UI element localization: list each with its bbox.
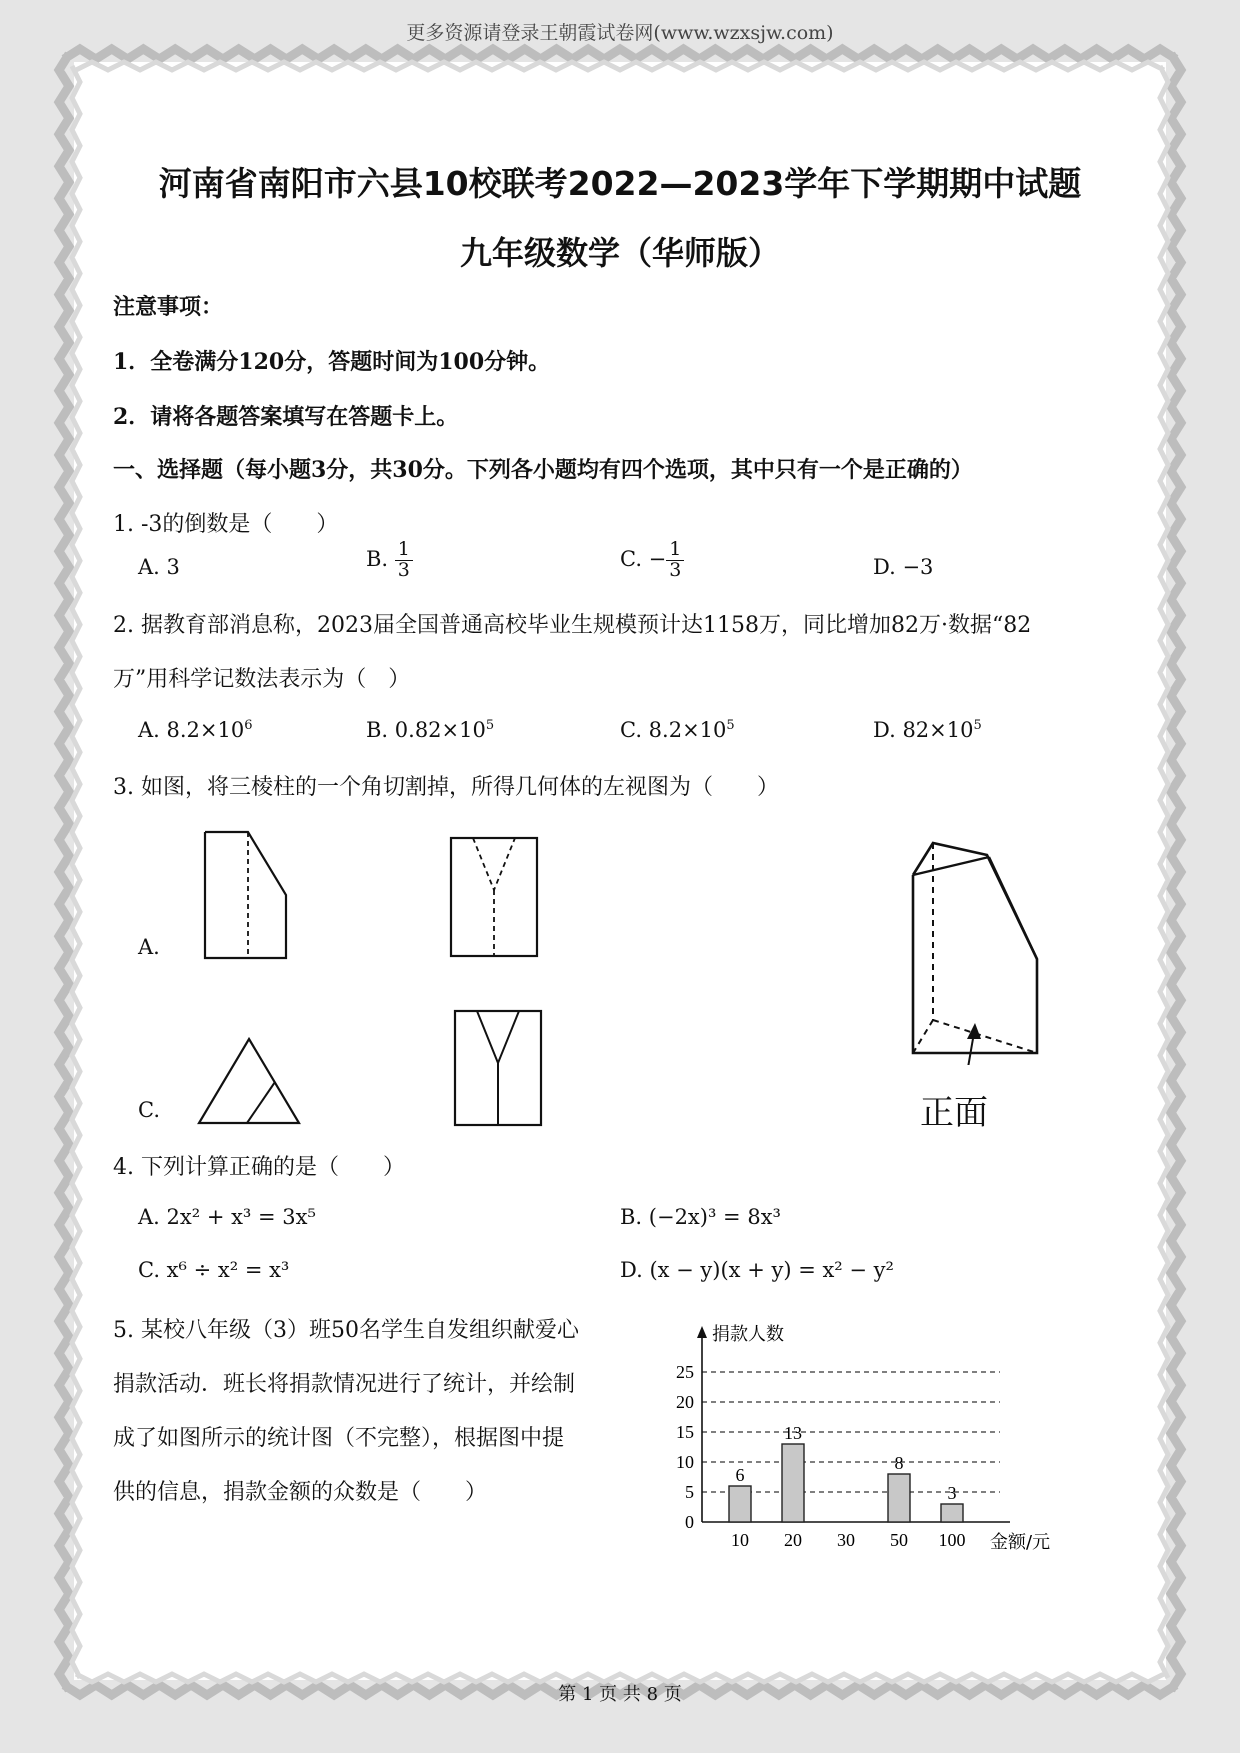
q4-option-d: D. (x − y)(x + y) = x² − y² xyxy=(620,1258,894,1282)
bar-value-label: 13 xyxy=(784,1423,802,1443)
x-tick-label: 100 xyxy=(938,1530,966,1550)
y-tick-label: 25 xyxy=(676,1362,694,1382)
bar xyxy=(729,1486,751,1522)
x-tick-label: 20 xyxy=(784,1530,802,1550)
x-axis-label: 金额/元 xyxy=(990,1532,1051,1553)
page-footer: 第 1 页 共 8 页 xyxy=(558,1684,682,1705)
q3-option-d-figure xyxy=(452,1008,544,1128)
q2-option-d: D. $82\times 10^5$ xyxy=(873,718,982,742)
q3-option-b-figure xyxy=(448,835,540,959)
q3-stem: 3. 如图，将三棱柱的一个角切割掉，所得几何体的左视图为（ ） xyxy=(113,775,779,800)
bar xyxy=(782,1444,804,1522)
q5-line-3: 成了如图所示的统计图（不完整），根据图中提 xyxy=(113,1426,565,1451)
q2-option-b: B. $0.82\times 10^5$ xyxy=(366,718,495,742)
q4-stem: 4. 下列计算正确的是（ ） xyxy=(113,1155,405,1180)
q2-line-1: 2. 据教育部消息称，2023届全国普通高校毕业生规模预计达1158万，同比增加82万·数据“82 xyxy=(113,613,1032,638)
q1-stem: 1. -3的倒数是（ ） xyxy=(113,512,339,537)
bar xyxy=(941,1504,963,1522)
bar xyxy=(888,1474,910,1522)
y-tick-label: 20 xyxy=(676,1392,694,1412)
q5-line-2: 捐款活动．班长将捐款情况进行了统计，并绘制 xyxy=(113,1372,576,1397)
q1-option-a: A. 3 xyxy=(138,555,180,579)
notice-item-1: 1．全卷满分120分，答题时间为100分钟。 xyxy=(113,349,551,375)
q3-option-c-figure xyxy=(195,1035,303,1127)
y-tick-label: 10 xyxy=(676,1452,694,1472)
q3-option-a-figure xyxy=(200,830,292,962)
x-tick-label: 10 xyxy=(731,1530,749,1550)
x-tick-label: 50 xyxy=(890,1530,908,1550)
watermark: 更多资源请登录王朝霞试卷网(www.wzxsjw.com) xyxy=(406,22,834,44)
q2-line-2: 万”用科学记数法表示为（ ） xyxy=(113,667,411,692)
q3-option-c: C. xyxy=(138,1098,160,1122)
section-heading: 一、选择题（每小题3分，共30分。下列各小题均有四个选项，其中只有一个是正确的） xyxy=(113,457,973,483)
q1-option-b: B. $\frac{1}{3}$ xyxy=(366,540,413,581)
q5-line-1: 5. 某校八年级（3）班50名学生自发组织献爱心 xyxy=(113,1318,579,1343)
bar-value-label: 3 xyxy=(947,1483,957,1503)
y-tick-label: 0 xyxy=(685,1512,694,1532)
x-tick-label: 30 xyxy=(837,1530,855,1550)
q1-option-d: D. −3 xyxy=(873,555,934,579)
exam-title: 河南省南阳市六县10校联考2022—2023学年下学期期中试题 xyxy=(158,164,1082,203)
front-label: 正面 xyxy=(920,1093,988,1133)
q2-option-a: A. $8.2\times 10^6$ xyxy=(138,718,253,742)
q4-option-c: C. x⁶ ÷ x² = x³ xyxy=(138,1258,290,1282)
exam-subtitle: 九年级数学（华师版） xyxy=(459,234,780,272)
q2-option-c: C. $8.2\times 10^5$ xyxy=(620,718,735,742)
y-tick-label: 5 xyxy=(685,1482,694,1502)
y-tick-label: 15 xyxy=(676,1422,694,1442)
y-axis-label: 捐款人数 xyxy=(712,1324,784,1345)
notice-item-2: 2．请将各题答案填写在答题卡上。 xyxy=(113,404,459,430)
q4-option-a: A. 2x² + x³ = 3x⁵ xyxy=(138,1205,316,1229)
notice-heading: 注意事项： xyxy=(113,294,224,320)
bar-value-label: 6 xyxy=(735,1465,745,1485)
bar-value-label: 8 xyxy=(894,1453,904,1473)
y-axis-arrow xyxy=(697,1326,707,1338)
q1-option-c: C. − $\frac{1}{3}$ xyxy=(620,540,684,581)
q4-option-b: B. (−2x)³ = 8x³ xyxy=(620,1205,781,1229)
q3-option-a: A. xyxy=(138,935,160,959)
q5-line-4: 供的信息，捐款金额的众数是（ ） xyxy=(113,1480,488,1505)
q5-bar-chart xyxy=(660,1320,1080,1560)
q3-solid-figure xyxy=(905,835,1045,1065)
